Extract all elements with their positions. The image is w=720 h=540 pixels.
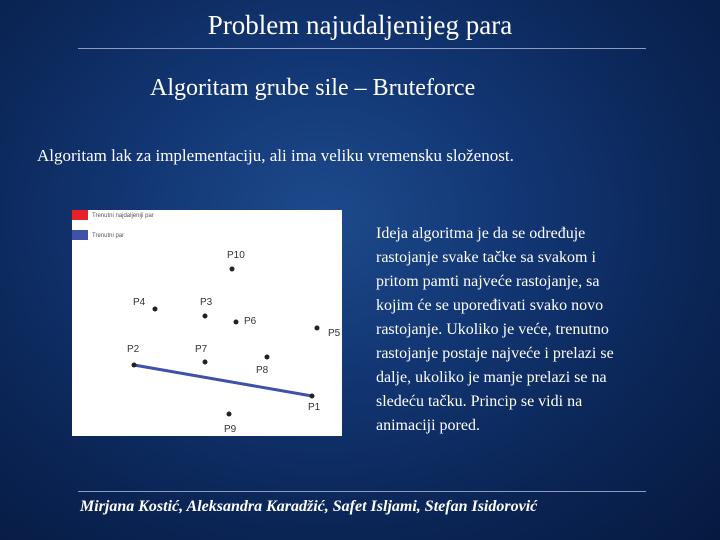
description-line: Ideja algoritma je da se određuje [376,225,586,242]
description-line: dalje, ukoliko je manje prelazi se na [376,369,607,386]
point-p3 [203,314,208,319]
description-line: rastojanje svake tačke sa svakom i [376,249,596,266]
point-p4 [153,307,158,312]
legend-label-farthest: Trenutni najdaljeniji par [92,213,154,219]
point-p1 [310,394,315,399]
point-p5 [315,326,320,331]
point-p2 [132,363,137,368]
legend-swatch-farthest [72,210,88,220]
description-line: rastojanje. Ukoliko je veće, trenutno [376,321,609,338]
point-p9 [227,412,232,417]
point-label-p8: P8 [256,365,269,376]
point-label-p9: P9 [224,424,237,435]
description-line: pritom pamti najveće rastojanje, sa [376,273,600,290]
point-label-p7: P7 [195,344,208,355]
description-line: animaciji pored. [376,417,480,434]
point-label-p3: P3 [200,297,213,308]
slide-title: Problem najudaljenijeg para [207,10,513,40]
description-line: rastojanje postaje najveće i prelazi se [376,345,614,362]
slide-subtitle: Algoritam grube sile – Bruteforce [150,75,476,101]
authors-footer: Mirjana Kostić, Aleksandra Karadžić, Safet Isljami, Stefan Isidorović [80,498,538,515]
point-p8 [265,355,270,360]
points-plot [72,210,342,436]
intro-text: Algoritam lak za implementaciju, ali ima veliku vremensku složenost. [37,146,514,165]
description-line: sledeću tačku. Princip se vidi na [376,393,583,410]
bruteforce-animation-figure [72,210,342,436]
points-group [132,267,320,417]
current-pair-line [134,365,312,396]
description-line: kojim će se upoređivati svako novo [376,297,604,314]
point-p7 [203,360,208,365]
point-label-p5: P5 [328,328,341,339]
point-label-p1: P1 [308,402,321,413]
point-p6 [234,320,239,325]
point-label-p10: P10 [227,250,245,261]
legend-swatch-current [72,230,88,240]
point-label-p4: P4 [133,297,146,308]
point-label-p6: P6 [244,316,257,327]
footer-divider [78,491,646,492]
title-divider [78,48,646,49]
algorithm-description [376,222,682,438]
point-p10 [230,267,235,272]
legend-label-current: Trenutni par [92,233,125,239]
point-label-p2: P2 [127,344,140,355]
